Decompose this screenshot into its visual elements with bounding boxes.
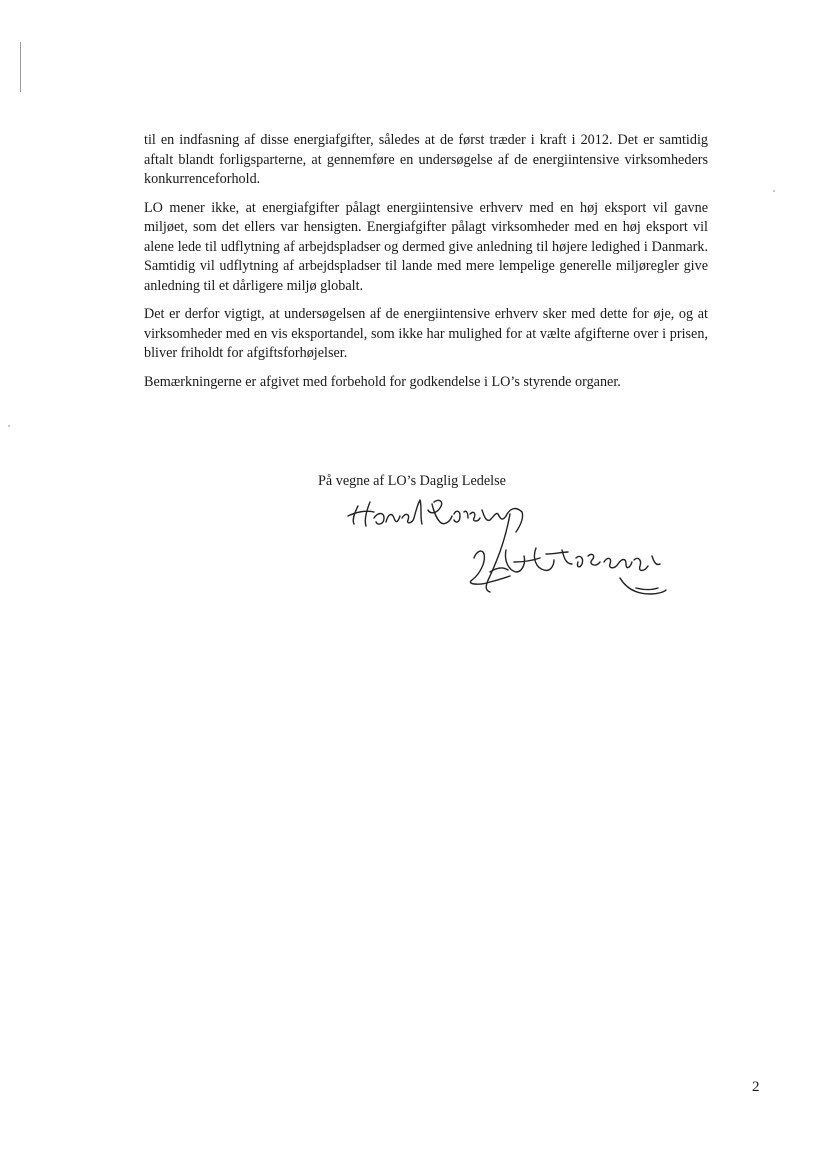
paragraph-3: Det er derfor vigtigt, at undersøgelsen af de energiintensive erhverv sker med dette for øje, og at virksomheder med en vis eksportandel, som ikke har mulighed for at vælte afgifterne over i prisen, bliver friholdt for afgiftsforhøjelser. <box>144 306 708 361</box>
signature-harald-borsting <box>348 500 523 532</box>
paragraph-2: LO mener ikke, at energiafgifter pålagt energiintensive erhverv med en høj eksport vil gavne miljøet, som det ellers var hensigten. Energiafgifter pålagt virksomheder med en høj eksport vil alene lede til udflytning af arbejdspladser og dermed give anledning til højere ledighed i Danmark. Samtidig vil udflytning af arbejdspladser til lande med mere lempelige generelle miljøregler give anledning til et dårligere miljø globalt. <box>144 199 708 294</box>
scan-speck <box>8 425 10 427</box>
scan-speck <box>773 190 775 192</box>
paragraph-1: til en indfasning af disse energiafgifter, således at de først træder i kraft i 2012. Det er samtidig aftalt blandt forligsparterne, at gennemføre en undersøgelse af de energiintensive virksomheders konkurrenceforhold. <box>144 132 708 187</box>
signature-lizette-risgaard <box>470 548 666 594</box>
closing-line: På vegne af LO’s Daglig Ledelse <box>318 473 506 489</box>
scan-edge-mark <box>20 42 21 92</box>
signatures-image <box>340 492 680 622</box>
page-number: 2 <box>752 1079 760 1095</box>
letter-body <box>144 131 708 401</box>
paragraph-4: Bemærkningerne er afgivet med forbehold for godkendelse i LO’s styrende organer. <box>144 373 621 390</box>
